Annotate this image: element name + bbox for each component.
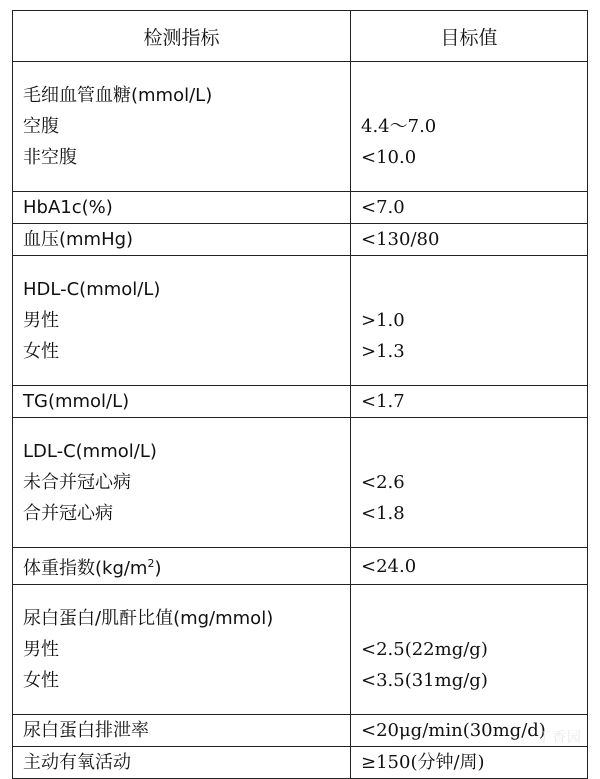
- table-row: [13, 418, 588, 548]
- value-text: <10.0: [361, 147, 417, 168]
- value-text: <24.0: [361, 555, 417, 577]
- indicator-cell: [13, 224, 351, 256]
- indicator-sub: 女性: [23, 341, 59, 362]
- value-cell: [351, 585, 588, 715]
- value-text: >1.3: [361, 341, 405, 362]
- table-row: [13, 256, 588, 386]
- indicator-cell: [13, 62, 351, 192]
- table-row: [13, 715, 588, 747]
- table-header-row: [13, 11, 588, 62]
- table-row: [13, 386, 588, 418]
- indicator-title: LDL-C(mmol/L): [23, 441, 157, 462]
- value-cell: [351, 224, 588, 256]
- value-text: <7.0: [361, 197, 405, 218]
- value-text: <1.8: [361, 503, 405, 524]
- value-text: >1.0: [361, 310, 405, 331]
- table-row: [13, 585, 588, 715]
- value-cell: [351, 386, 588, 418]
- target-values-table: [12, 10, 588, 779]
- indicator-title: 毛细血管血糖(mmol/L): [23, 85, 213, 106]
- header-target-value: 目标值: [351, 11, 588, 62]
- value-cell: [351, 256, 588, 386]
- indicator-title: 体重指数$(kg/m^2)$: [23, 557, 162, 579]
- value-cell: [351, 747, 588, 779]
- indicator-cell: [13, 747, 351, 779]
- value-blank: [351, 274, 587, 305]
- indicator-cell: [13, 548, 351, 585]
- header-indicator: 检测指标: [13, 11, 351, 62]
- value-blank: [351, 80, 587, 111]
- indicator-title: HDL-C(mmol/L): [23, 279, 161, 300]
- value-blank: [351, 603, 587, 634]
- indicator-title: TG(mmol/L): [23, 391, 130, 412]
- indicator-sub: 非空腹: [23, 147, 77, 168]
- indicator-sub: 空腹: [23, 116, 59, 137]
- value-text: 4.4～7.0: [361, 116, 437, 137]
- indicator-cell: [13, 256, 351, 386]
- value-text: <2.5(22mg/g): [361, 639, 488, 660]
- value-text: <20μg/min(30mg/d): [361, 720, 546, 741]
- indicator-sub: 女性: [23, 670, 59, 691]
- indicator-cell: [13, 418, 351, 548]
- indicator-title: 主动有氧活动: [23, 752, 131, 773]
- value-text: <3.5(31mg/g): [361, 670, 488, 691]
- table-row: [13, 192, 588, 224]
- value-blank: [351, 436, 587, 467]
- value-text: ≥150(分钟/周): [361, 752, 485, 773]
- superscript-2: 2: [147, 557, 155, 570]
- indicator-cell: [13, 585, 351, 715]
- table-row: [13, 747, 588, 779]
- watermark-logo: 丁香园: [537, 730, 582, 746]
- indicator-sub: 合并冠心病: [23, 503, 113, 524]
- indicator-sub: 未合并冠心病: [23, 472, 131, 493]
- table-row: [13, 62, 588, 192]
- value-cell: [351, 548, 588, 585]
- indicator-cell: [13, 715, 351, 747]
- value-text: <1.7: [361, 391, 405, 412]
- value-text: <2.6: [361, 472, 405, 493]
- table-row: [13, 548, 588, 585]
- value-text: <130/80: [361, 229, 440, 250]
- indicator-title: HbA1c(%): [23, 197, 113, 218]
- indicator-sub: 男性: [23, 639, 59, 660]
- indicator-cell: [13, 386, 351, 418]
- indicator-cell: [13, 192, 351, 224]
- value-cell: [351, 62, 588, 192]
- indicator-sub: 男性: [23, 310, 59, 331]
- value-cell: [351, 192, 588, 224]
- indicator-title: 尿白蛋白/肌酐比值(mg/mmol): [23, 608, 274, 629]
- value-cell: [351, 418, 588, 548]
- table-row: [13, 224, 588, 256]
- indicator-title: 尿白蛋白排泄率: [23, 720, 149, 741]
- indicator-title: 血压(mmHg): [23, 229, 134, 250]
